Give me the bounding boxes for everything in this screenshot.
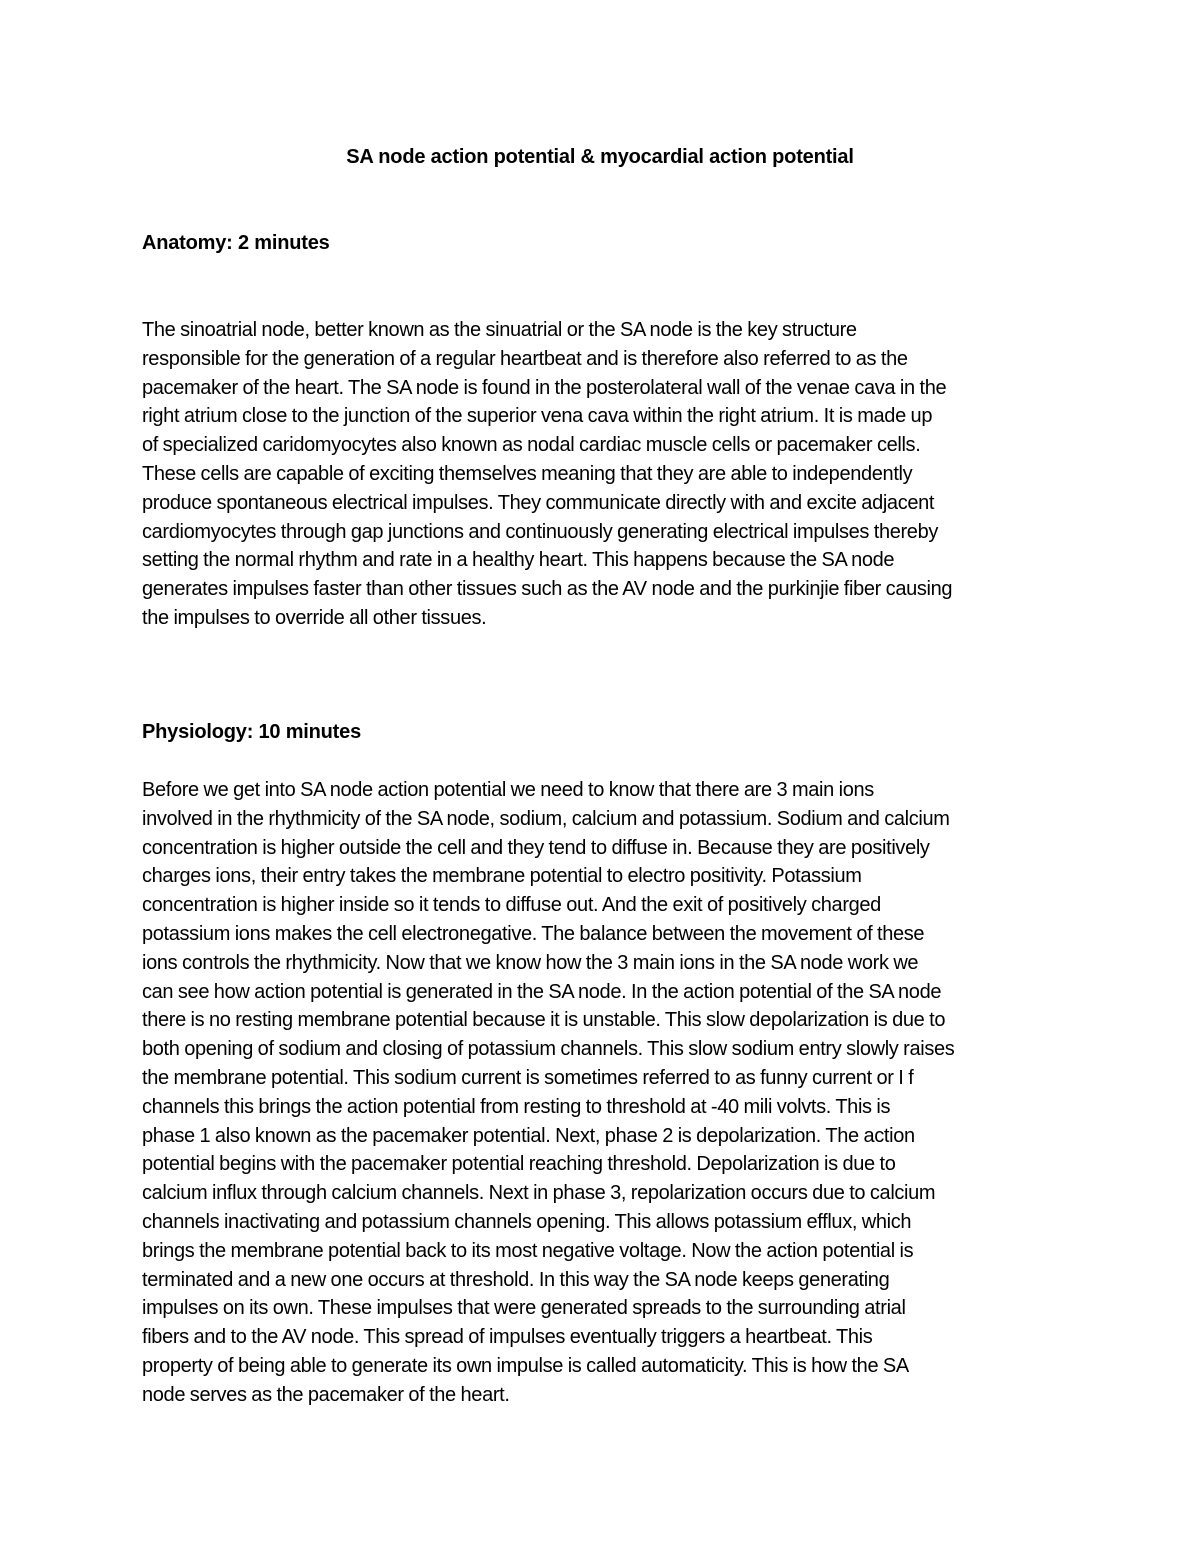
paragraph-line: potential begins with the pacemaker potential reaching threshold. Depolarization is due to — [142, 1153, 896, 1176]
paragraph-line: impulses on its own. These impulses that were generated spreads to the surrounding atrial — [142, 1297, 906, 1320]
paragraph-line: Before we get into SA node action potential we need to know that there are 3 main ions — [142, 779, 874, 801]
paragraph-line: involved in the rhythmicity of the SA node, sodium, calcium and potassium. Sodium and calcium — [142, 807, 950, 830]
section-heading-physiology: Physiology: 10 minutes — [142, 721, 361, 743]
paragraph-line: terminated and a new one occurs at threshold. In this way the SA node keeps generating — [142, 1268, 890, 1291]
paragraph-line: fibers and to the AV node. This spread of impulses eventually triggers a heartbeat. This — [142, 1326, 873, 1349]
paragraph-line: the membrane potential. This sodium current is sometimes referred to as funny current or I f — [142, 1066, 914, 1089]
paragraph-line: the impulses to override all other tissues. — [142, 606, 487, 629]
section-body-physiology — [142, 776, 1072, 1410]
paragraph-line: produce spontaneous electrical impulses. They communicate directly with and excite adjacent — [142, 491, 935, 514]
paragraph-line: node serves as the pacemaker of the heart. — [142, 1383, 510, 1406]
paragraph-line: calcium influx through calcium channels. Next in phase 3, repolarization occurs due to calcium — [142, 1182, 936, 1205]
paragraph-line: setting the normal rhythm and rate in a healthy heart. This happens because the SA node — [142, 549, 895, 572]
paragraph-line: responsible for the generation of a regular heartbeat and is therefore also referred to as the — [142, 347, 908, 370]
paragraph-line: phase 1 also known as the pacemaker potential. Next, phase 2 is depolarization. The action — [142, 1124, 915, 1147]
paragraph-line: channels inactivating and potassium channels opening. This allows potassium efflux, which — [142, 1210, 912, 1233]
paragraph-line: both opening of sodium and closing of potassium channels. This slow sodium entry slowly raises — [142, 1038, 955, 1061]
paragraph-line: charges ions, their entry takes the membrane potential to electro positivity. Potassium — [142, 865, 862, 888]
paragraph-line: These cells are capable of exciting themselves meaning that they are able to independently — [142, 462, 913, 485]
paragraph-line: pacemaker of the heart. The SA node is found in the posterolateral wall of the venae cava in the — [142, 376, 947, 399]
section-body-anatomy — [142, 316, 1072, 633]
paragraph-line: The sinoatrial node, better known as the sinuatrial or the SA node is the key structure — [142, 319, 857, 341]
paragraph-line: ions controls the rhythmicity. Now that we know how the 3 main ions in the SA node work we — [142, 951, 919, 974]
paragraph-line: channels this brings the action potential from resting to threshold at -40 mili volvts. This is — [142, 1095, 891, 1118]
paragraph-line: cardiomyocytes through gap junctions and continuously generating electrical impulses thereby — [142, 520, 938, 543]
paragraph-line: right atrium close to the junction of the superior vena cava within the right atrium. It is made up — [142, 405, 933, 428]
section-heading-anatomy: Anatomy: 2 minutes — [142, 232, 330, 254]
paragraph-line: property of being able to generate its own impulse is called automaticity. This is how the SA — [142, 1354, 909, 1377]
document-title: SA node action potential & myocardial action potential — [346, 146, 854, 168]
paragraph-line: there is no resting membrane potential because it is unstable. This slow depolarization is due to — [142, 1009, 946, 1032]
paragraph-line: brings the membrane potential back to its most negative voltage. Now the action potential is — [142, 1239, 914, 1262]
paragraph-line: generates impulses faster than other tissues such as the AV node and the purkinjie fiber causing — [142, 578, 953, 601]
paragraph-line: concentration is higher outside the cell and they tend to diffuse in. Because they are positively — [142, 836, 930, 859]
paragraph-line: can see how action potential is generated in the SA node. In the action potential of the SA node — [142, 980, 942, 1003]
paragraph-line: of specialized caridomyocytes also known as nodal cardiac muscle cells or pacemaker cells. — [142, 434, 921, 457]
paragraph-line: concentration is higher inside so it tends to diffuse out. And the exit of positively charged — [142, 894, 881, 917]
paragraph-line: potassium ions makes the cell electronegative. The balance between the movement of these — [142, 922, 925, 945]
